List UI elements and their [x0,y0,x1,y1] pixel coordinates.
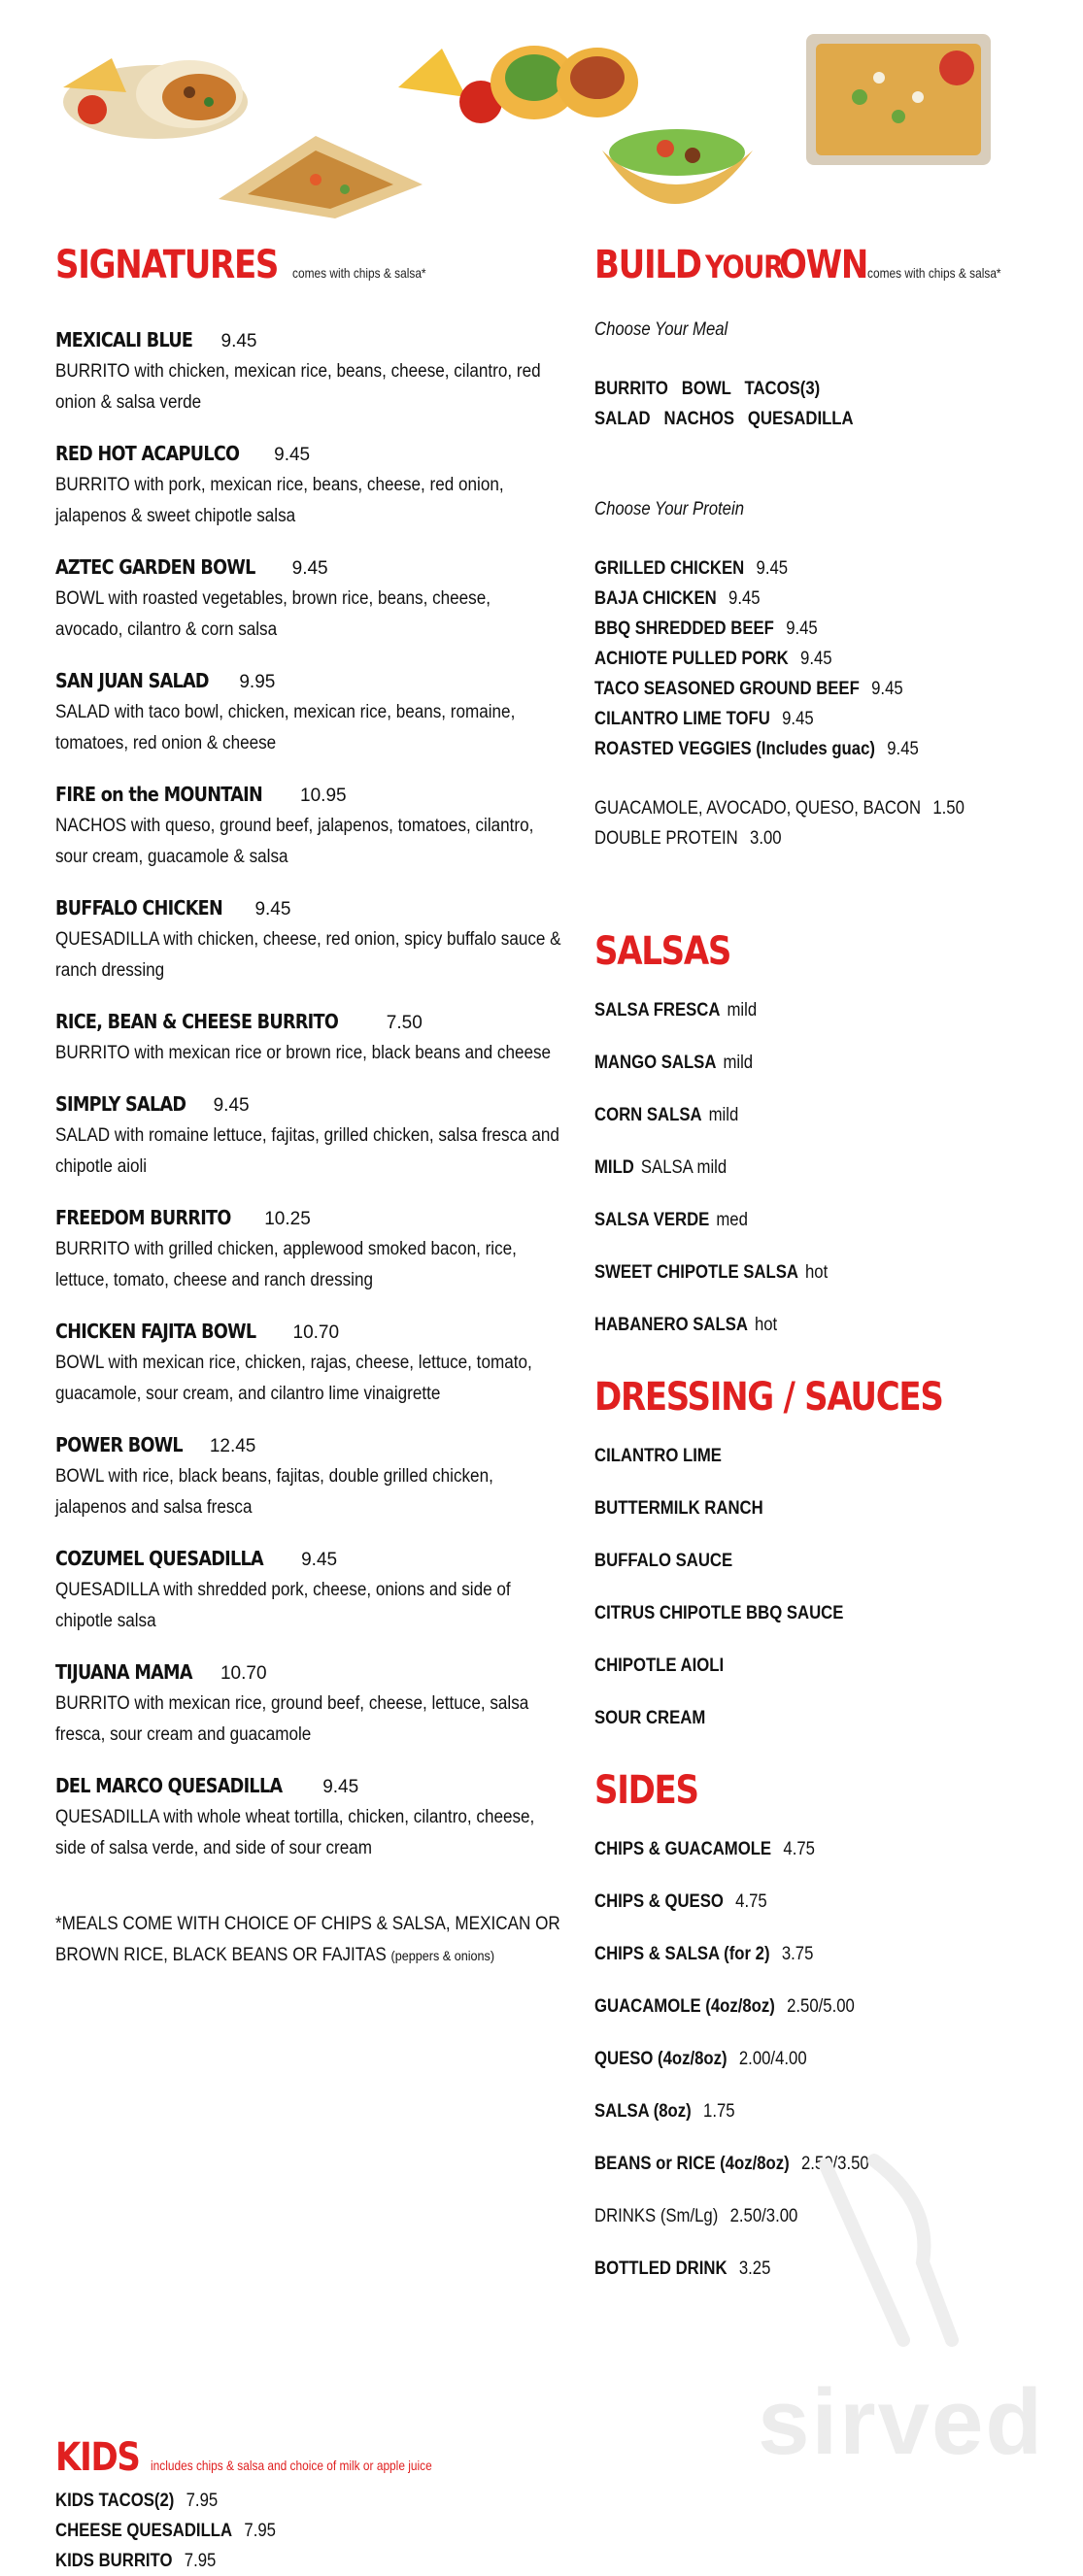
menu-item [55,328,560,418]
choose-protein-label: Choose Your Protein [594,499,744,519]
protein-item [594,734,997,764]
food-photo-strip [0,0,1083,223]
sirved-watermark: sirved [758,2370,1044,2474]
build-title-a: BUILD [594,243,701,287]
menu-item-price: 10.70 [220,1663,267,1684]
protein-item [594,553,997,584]
menu-item-header [55,896,560,920]
side-item [594,2044,997,2074]
protein-price: 9.45 [782,709,814,729]
protein-name: BBQ SHREDDED BEEF [594,619,774,639]
menu-item-price: 9.45 [254,899,291,920]
build-title-c: OWN [778,243,867,287]
menu-item-name: SAN JUAN SALAD [55,669,209,692]
protein-price: 9.45 [728,588,761,609]
menu-item-name: MEXICALI BLUE [55,328,193,351]
protein-name: ROASTED VEGGIES (Includes guac) [594,739,875,759]
side-item [594,2096,997,2126]
kids-item-price: 7.95 [244,2521,276,2541]
kids-item [55,2516,910,2546]
extra-price: 3.00 [750,828,782,849]
menu-item-name: FREEDOM BURRITO [55,1206,231,1229]
protein-name: TACO SEASONED GROUND BEEF [594,679,860,699]
meal-options-row-2: SALAD NACHOS QUESADILLA [594,409,854,429]
menu-item-header [55,1433,560,1457]
salsa-heat: mild [708,1105,739,1125]
protein-item [594,674,997,704]
utensils-icon [758,2146,971,2369]
salsa-item [594,1153,997,1183]
side-item [594,1887,997,1917]
menu-item-description: BOWL with mexican rice, chicken, rajas, cheese, lettuce, tomato, guacamole, sour cream, and cilantro lime vinaigrette [55,1353,532,1404]
kids-item [55,2546,910,2576]
side-name: QUESO (4oz/8oz) [594,2049,728,2069]
menu-item [55,1433,560,1523]
side-item [594,1939,997,1969]
protein-item [594,644,997,674]
menu-item-description: BURRITO with grilled chicken, applewood smoked bacon, rice, lettuce, tomato, cheese and ranch dressing [55,1239,517,1290]
salsa-name: SALSA VERDE [594,1210,710,1230]
menu-item-description: QUESADILLA with chicken, cheese, red onion, spicy buffalo sauce & ranch dressing [55,929,561,981]
menu-item-name: FIRE on the MOUNTAIN [55,783,262,806]
kids-title: KIDS [55,2435,140,2480]
side-price: 4.75 [783,1839,815,1859]
menu-item-price: 10.95 [300,786,347,806]
protein-list [594,553,1051,764]
meals-footnote [55,1909,562,1971]
menu-item-price: 7.50 [386,1013,423,1033]
kids-note: includes chips & salsa and choice of milk or apple juice [151,2458,433,2473]
menu-item-description: BURRITO with pork, mexican rice, beans, cheese, red onion, jalapenos & sweet chipotle salsa [55,475,504,526]
sauce-item: BUTTERMILK RANCH [594,1498,763,1519]
side-price: 2.50/5.00 [787,1996,855,2017]
kids-item [55,2486,910,2516]
protein-name: BAJA CHICKEN [594,588,717,609]
extra-name: DOUBLE PROTEIN [594,828,738,849]
protein-price: 9.45 [786,619,818,639]
menu-item-header [55,669,560,693]
menu-item-name: AZTEC GARDEN BOWL [55,555,255,579]
menu-item [55,555,560,646]
menu-item-price: 10.25 [264,1209,311,1229]
menu-item-name: RICE, BEAN & CHEESE BURRITO [55,1010,339,1033]
menu-item [55,442,560,532]
choose-meal-label: Choose Your Meal [594,319,728,340]
side-name: BOTTLED DRINK [594,2258,728,2279]
salsa-item [594,1257,997,1288]
salsa-item [594,1100,997,1130]
taco-salad-photo [597,112,758,209]
sauce-item: BUFFALO SAUCE [594,1551,733,1571]
menu-item [55,1660,560,1751]
menu-item-header [55,1010,560,1034]
side-item [594,1991,997,2022]
kids-item-name: KIDS TACOS(2) [55,2491,175,2511]
menu-item-header [55,328,560,352]
salsa-item [594,1048,997,1078]
build-your-own-heading [594,243,1051,287]
salsa-heat: mild [727,1000,758,1020]
menu-item-price: 9.45 [220,331,257,351]
protein-price: 9.45 [887,739,919,759]
side-name: SALSA (8oz) [594,2101,692,2122]
salsa-heat: SALSA mild [640,1157,728,1178]
sauce-item: CITRUS CHIPOTLE BBQ SAUCE [594,1603,844,1623]
protein-price: 9.45 [871,679,903,699]
nachos-photo [801,29,996,170]
protein-name: CILANTRO LIME TOFU [594,709,770,729]
side-price: 1.75 [703,2101,735,2122]
menu-item [55,896,560,987]
signatures-note: comes with chips & salsa* [292,265,426,281]
protein-item [594,614,997,644]
menu-item-name: RED HOT ACAPULCO [55,442,240,465]
menu-item-header [55,1547,560,1571]
side-name: GUACAMOLE (4oz/8oz) [594,1996,775,2017]
sauce-list [594,1441,1051,1733]
salsa-item [594,1310,997,1340]
protein-name: GRILLED CHICKEN [594,558,745,579]
sauce-item: CHIPOTLE AIOLI [594,1656,725,1676]
side-name: BEANS or RICE (4oz/8oz) [594,2154,790,2174]
side-price: 3.75 [781,1944,814,1964]
menu-item-name: DEL MARCO QUESADILLA [55,1774,283,1797]
salsa-item [594,995,997,1025]
menu-item-description: BURRITO with mexican rice or brown rice, black beans and cheese [55,1043,552,1063]
menu-item-header [55,1206,560,1230]
menu-item [55,669,560,759]
quesadilla-photo [209,126,432,223]
side-price: 4.75 [735,1891,767,1912]
kids-item-price: 7.95 [186,2491,219,2511]
salsa-heat: hot [754,1315,778,1335]
side-name: CHIPS & QUESO [594,1891,724,1912]
salsa-name: HABANERO SALSA [594,1315,748,1335]
menu-item-description: NACHOS with queso, ground beef, jalapenos, tomatoes, cilantro, sour cream, guacamole & salsa [55,816,534,867]
kids-item-price: 7.95 [184,2551,217,2571]
menu-item [55,1547,560,1637]
menu-item-header [55,442,560,466]
salsa-name: CORN SALSA [594,1105,702,1125]
menu-item-name: POWER BOWL [55,1433,183,1456]
protein-item [594,704,997,734]
menu-item-price: 9.45 [301,1550,338,1570]
menu-item-description: QUESADILLA with whole wheat tortilla, chicken, cilantro, cheese, side of salsa verde, and side of sour cream [55,1807,535,1858]
protein-price: 9.45 [800,649,832,669]
menu-item [55,1010,560,1069]
menu-item-name: BUFFALO CHICKEN [55,896,222,920]
sides-list [594,1834,1051,2126]
footnote-small: (peppers & onions) [390,1948,495,1963]
menu-item-header [55,1320,560,1344]
menu-item-name: TIJUANA MAMA [55,1660,192,1684]
signatures-list [55,328,560,1864]
side-name: DRINKS (Sm/Lg) [594,2206,719,2226]
salsa-name: MANGO SALSA [594,1053,717,1073]
extras-list [594,793,1051,853]
side-item [594,1834,997,1864]
salsa-heat: hot [804,1262,829,1283]
menu-item-price: 10.70 [292,1322,340,1343]
menu-item-name: CHICKEN FAJITA BOWL [55,1320,256,1343]
signatures-section [55,243,560,1971]
salsa-list [594,995,1051,1340]
build-note: comes with chips & salsa* [867,265,1001,281]
meal-options-row-1: BURRITO BOWL TACOS(3) [594,379,821,399]
extra-item [594,823,997,853]
footnote-text: *MEALS COME WITH CHOICE OF CHIPS & SALSA, MEXICAN OR BROWN RICE, BLACK BEANS OR FAJITAS [55,1914,560,1965]
protein-name: ACHIOTE PULLED PORK [594,649,789,669]
menu-item-description: BURRITO with chicken, mexican rice, beans, cheese, cilantro, red onion & salsa verde [55,361,541,413]
salsas-title: SALSAS [594,929,731,974]
side-price: 2.50/3.00 [729,2206,798,2226]
side-name: CHIPS & GUACAMOLE [594,1839,772,1859]
side-price: 2.00/4.00 [738,2049,807,2069]
menu-item-price: 9.45 [291,558,328,579]
build-title-b: YOUR [704,249,783,285]
menu-item-description: BURRITO with mexican rice, ground beef, cheese, lettuce, salsa fresca, sour cream and guacamole [55,1693,529,1745]
menu-item-header [55,1092,560,1117]
menu-item-header [55,1774,560,1798]
kids-list [55,2486,1027,2576]
right-column [594,243,1051,2284]
sauces-title: DRESSING / SAUCES [594,1375,943,1420]
extra-name: GUACAMOLE, AVOCADO, QUESO, BACON [594,798,922,819]
sauce-item: SOUR CREAM [594,1708,706,1728]
side-name: CHIPS & SALSA (for 2) [594,1944,770,1964]
kids-item-name: CHEESE QUESADILLA [55,2521,233,2541]
salsa-name: MILD [594,1157,634,1178]
sides-title: SIDES [594,1768,698,1813]
menu-item-description: QUESADILLA with shredded pork, cheese, onions and side of chipotle salsa [55,1580,511,1631]
menu-item [55,1774,560,1864]
menu-item-header [55,783,560,807]
menu-item [55,1092,560,1183]
menu-item-name: SIMPLY SALAD [55,1092,186,1116]
menu-item [55,1320,560,1410]
extra-item [594,793,997,823]
menu-item-price: 9.45 [274,445,311,465]
menu-item-price: 9.95 [239,672,276,692]
menu-item-description: BOWL with roasted vegetables, brown rice, beans, cheese, avocado, cilantro & corn salsa [55,588,491,640]
menu-item-price: 9.45 [322,1777,359,1797]
side-price: 2.50/3.50 [800,2154,869,2174]
menu-item-name: COZUMEL QUESADILLA [55,1547,263,1570]
side-price: 3.25 [738,2258,771,2279]
menu-item-description: BOWL with rice, black beans, fajitas, double grilled chicken, jalapenos and salsa fresca [55,1466,493,1518]
salsa-heat: med [716,1210,748,1230]
menu-item-price: 12.45 [209,1436,256,1456]
extra-price: 1.50 [932,798,965,819]
menu-item-header [55,555,560,580]
menu-item [55,783,560,873]
menu-item-description: SALAD with romaine lettuce, fajitas, grilled chicken, salsa fresca and chipotle aioli [55,1125,559,1177]
protein-price: 9.45 [756,558,789,579]
menu-item-header [55,1660,560,1685]
signatures-title: SIGNATURES [55,243,279,287]
kids-item-name: KIDS BURRITO [55,2551,173,2571]
menu-item-price: 9.45 [213,1095,250,1116]
sauce-item: CILANTRO LIME [594,1446,722,1466]
salsa-item [594,1205,997,1235]
salsa-name: SALSA FRESCA [594,1000,721,1020]
salsa-name: SWEET CHIPOTLE SALSA [594,1262,798,1283]
menu-item-description: SALAD with taco bowl, chicken, mexican rice, beans, romaine, tomatoes, red onion & cheese [55,702,516,753]
protein-item [594,584,997,614]
menu-item [55,1206,560,1296]
salsa-heat: mild [723,1053,754,1073]
